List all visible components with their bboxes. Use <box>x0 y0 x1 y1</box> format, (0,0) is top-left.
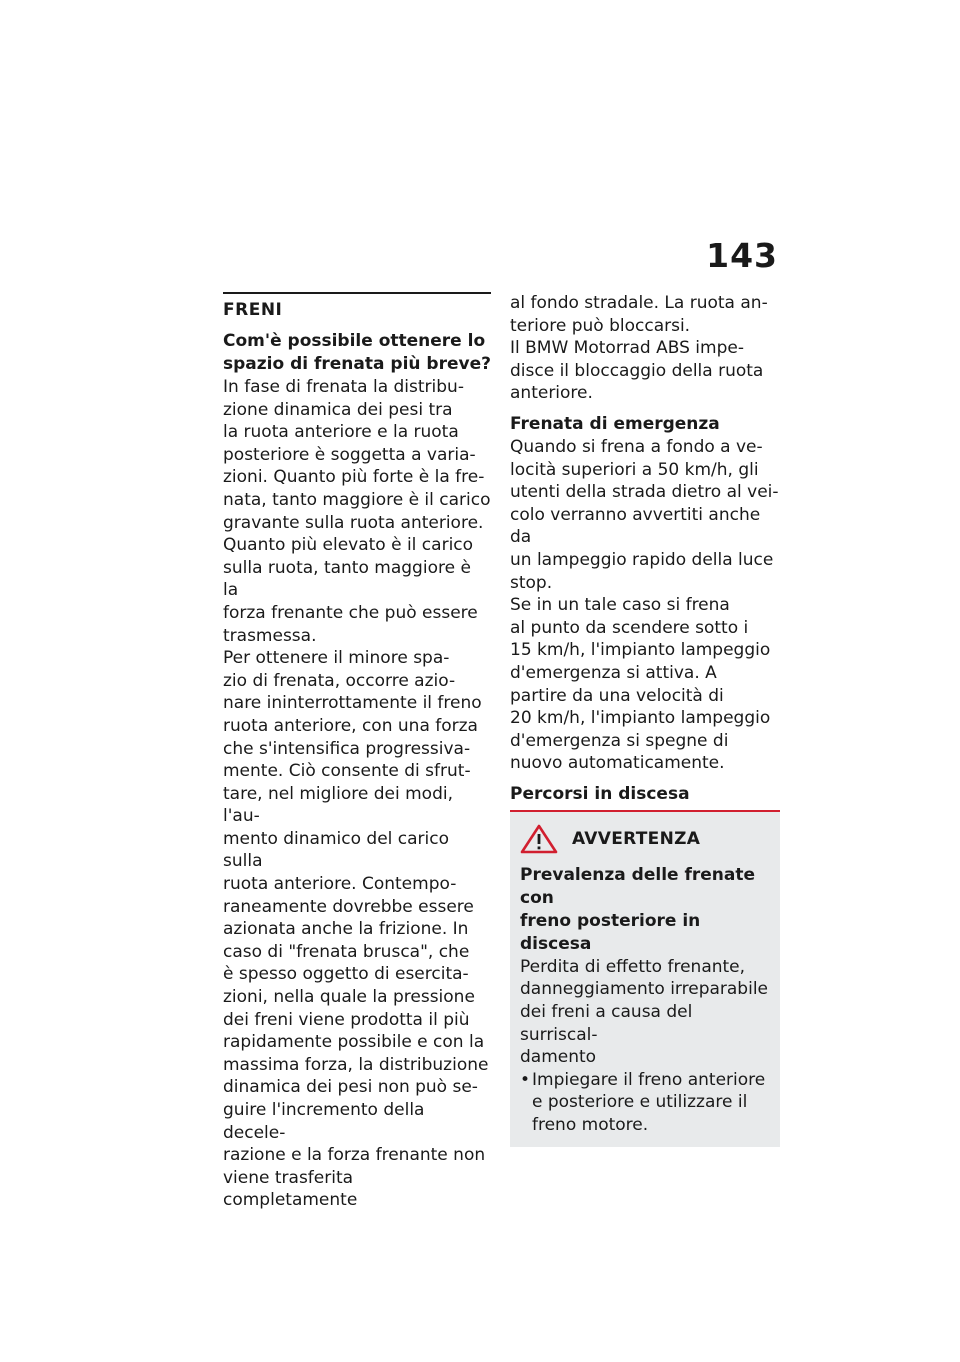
bullet-mark: • <box>520 1069 531 1090</box>
warning-bullet <box>520 1069 770 1137</box>
section-rule <box>223 292 491 294</box>
continued-paragraph: al fondo stradale. La ruota an- teriore può bloccarsi. <box>510 293 768 336</box>
section-title: FRENI <box>223 300 283 320</box>
shortest-stopping-paragraph: Per ottenere il minore spa- zio di frenata, occorre azio- nare ininterrottamente il freno ruota anteriore, con una forza che s'intensifica progressiva- mente. Ciò consente di sfrut- tare, nel migliore dei modi, l'au- mento dinamico del carico sulla ruota anteriore. Contempo- raneamente dovrebbe essere azionata anche la frizione. In caso di "frenata brusca", che è spesso oggetto di esercita- zioni, nella quale la pressione dei freni viene prodotta il più rapidamente possibile e con la massima forza, la distribuzione dinamica dei pesi non può se- guire l'incremento della decele- razione e la forza frenante non viene trasferita completamente <box>223 648 489 1211</box>
warning-triangle-icon <box>520 824 558 854</box>
emergency-braking-heading: Frenata di emergenza <box>510 413 720 434</box>
right-column <box>510 292 780 1147</box>
warning-headline: Prevalenza delle frenate con freno posteriore in discesa <box>520 864 756 954</box>
abs-paragraph: Il BMW Motorrad ABS impe- disce il bloccaggio della ruota anteriore. <box>510 338 764 404</box>
bullet-text: Impiegare il freno anteriore e posteriore e utilizzare il freno motore. <box>532 1069 766 1136</box>
downhill-heading: Percorsi in discesa <box>510 783 690 804</box>
warning-box <box>510 810 780 1147</box>
question-heading: Com'è possibile ottenere lo spazio di frenata più breve? <box>223 331 491 374</box>
warning-text: Perdita di effetto frenante, danneggiamento irreparabile dei freni a causa del surriscal- damento <box>520 956 769 1068</box>
weight-distribution-paragraph: In fase di frenata la distribu- zione dinamica dei pesi tra la ruota anteriore e la ruota posteriore è soggetta a varia- zioni. Quanto più forte è la fre- nata, tanto maggiore è il carico gravante sulla ruota anteriore. Quanto più elevato è il carico sulla ruota, tanto maggiore è la forza frenante che può essere trasmessa. <box>223 377 491 646</box>
page-number: 143 <box>706 236 778 275</box>
emergency-paragraph-2: Se in un tale caso si frena al punto da scendere sotto i 15 km/h, l'impianto lampeggio d'emergenza si attiva. A partire da una velocità di 20 km/h, l'impianto lampeggio d'emergenza si spegne di nuovo automaticamente. <box>510 595 771 774</box>
warning-header <box>520 824 770 854</box>
left-column <box>223 292 491 1212</box>
emergency-paragraph-1: Quando si frena a fondo a ve- locità superiori a 50 km/h, gli utenti della strada dietro al vei- colo verranno avvertiti anche da un lampeggio rapido della luce stop. <box>510 436 779 593</box>
warning-label: AVVERTENZA <box>572 828 701 849</box>
